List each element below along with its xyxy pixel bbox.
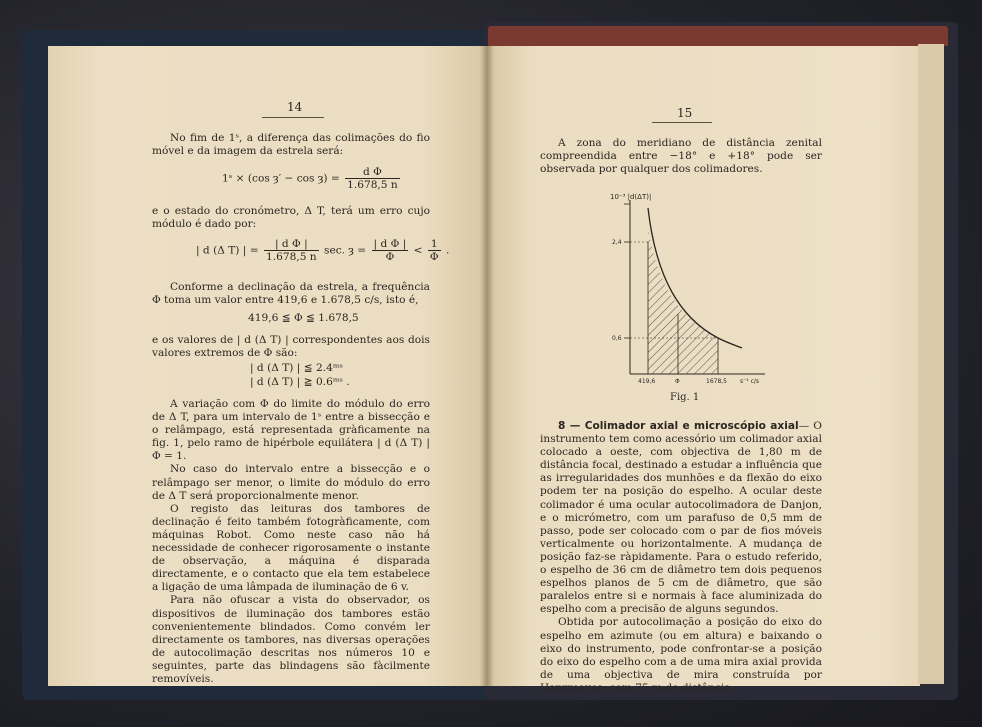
- left-paragraph-1: No fim de 1ˢ, a diferença das colimações do fio móvel e da imagem da estrela será:: [152, 132, 430, 158]
- equation-4a: | d (Δ T) | ≦ 2.4ᵐˢ: [250, 362, 343, 374]
- left-paragraph-3: Conforme a declinação da estrela, a frequência Φ toma um valor entre 419,6 e 1.678,5 c/s, isto é,: [152, 281, 430, 307]
- left-page-number-rule: [262, 117, 324, 118]
- left-paragraph-2: e o estado do cronómetro, Δ T, terá um erro cujo módulo é dado por:: [152, 205, 430, 231]
- figure-y-tick-low: 0,6: [612, 335, 622, 342]
- equation-2: | d (Δ T) | = $\frac{\text{| d Φ |}}{1.678,5 n}$ sec. ȝ = $\frac{\text{| d Φ |}}{\Phi}$ < $\frac{1}{\Phi}$ .: [196, 238, 450, 263]
- section-8-heading: 8 — Colimador axial e microscópio axial: [558, 420, 799, 432]
- equation-3: 419,6 ≦ Φ ≦ 1.678,5: [248, 312, 359, 324]
- figure-x-tick-max: 1678,5: [706, 378, 727, 385]
- figure-x-tick-phi: Φ: [675, 378, 680, 385]
- figure-x-unit: s⁻¹ c/s: [740, 378, 760, 385]
- left-page-number: 14: [287, 100, 303, 114]
- figure-x-tick-min: 419,6: [638, 378, 656, 385]
- book-gutter: [480, 46, 494, 686]
- figure-1-hyperbola-plot: [600, 188, 780, 388]
- equation-4b: | d (Δ T) | ≧ 0.6ᵐˢ .: [250, 376, 350, 388]
- left-paragraph-5: A variação com Φ do limite do módulo do erro de Δ T, para um intervalo de 1ˢ entre a bissecção e o relâmpago, está representada gràficamente na fig. 1, pelo ramo de hipérbole equilátera | d (Δ T) | Φ = 1. No caso do intervalo entre a bissecção e o relâmpago ser menor, o limite do módulo do erro de Δ T será proporcionalmente menor. O registo das leituras dos tambores de declinação é feito também fotogràficamente, com máquinas Robot. Como neste caso não há necessidade de conhecer rigorosamente o instante de observação, a máquina é disparada directamente, e o contacto que ela tem estabelece a ligação de uma lâmpada de iluminação de 6 v. Para não ofuscar a vista do observador, os dispositivos de iluminação dos tambores estão convenientemente blindados. Como convém ler directamente os tambores, nas diversas operações de autocolimação descritas nos números 10 e seguintes, parte das blindagens são fàcilmente removíveis.: [152, 398, 430, 685]
- right-page-number: 15: [677, 106, 693, 120]
- figure-y-tick-high: 2,4: [612, 239, 622, 246]
- figure-y-label: 10⁻³ |d(ΔT)|: [610, 193, 652, 201]
- right-paragraph-1: A zona do meridiano de distância zenital compreendida entre −18° e +18° pode ser observada por qualquer dos colimadores.: [540, 137, 822, 176]
- figure-hatched-region: [648, 228, 718, 374]
- equation-1: 1ˢ × (cos ȝ′ − cos ȝ) = $\frac{\text{d Φ}}{1.678,5 n}$: [222, 166, 398, 191]
- section-8: 8 — Colimador axial e microscópio axial— O instrumento tem como acessório um colimador axial colocado a oeste, com objectiva de 1,80 m de distância focal, destinado a estudar a influência que as irregularidades dos munhões e da flexão do eixo podem ter na posição do espelho. A ocular deste colimador é uma ocular autocolimadora de Danjon, e o micrómetro, com um parafuso de 0,5 mm de passo, pode ser colocado com o par de fios móveis verticalmente ou horizontalmente. A mudança de posição faz-se ràpidamente. Para o estudo referido, o espelho de 36 cm de diâmetro tem dois pequenos espelhos planos de 5 cm de diâmetro, que são paralelos entre si e normais à face aluminizada do espelho com a precisão de alguns segundos. Obtida por autocolimação a posição do eixo do espelho em azimute (ou em altura) e baixando o eixo do instrumento, pode confrontar-se a posição do eixo do espelho com a de uma mira axial provida de uma objectiva de mira construída por Hargreaves, com 75 m de distância: [540, 420, 822, 694]
- figure-1-caption: Fig. 1: [670, 392, 700, 403]
- left-paragraph-4: e os valores de | d (Δ T) | correspondentes aos dois valores extremos de Φ são:: [152, 334, 430, 360]
- right-page-number-rule: [652, 122, 712, 123]
- page-edges: [918, 44, 944, 684]
- book-headband: [488, 26, 948, 46]
